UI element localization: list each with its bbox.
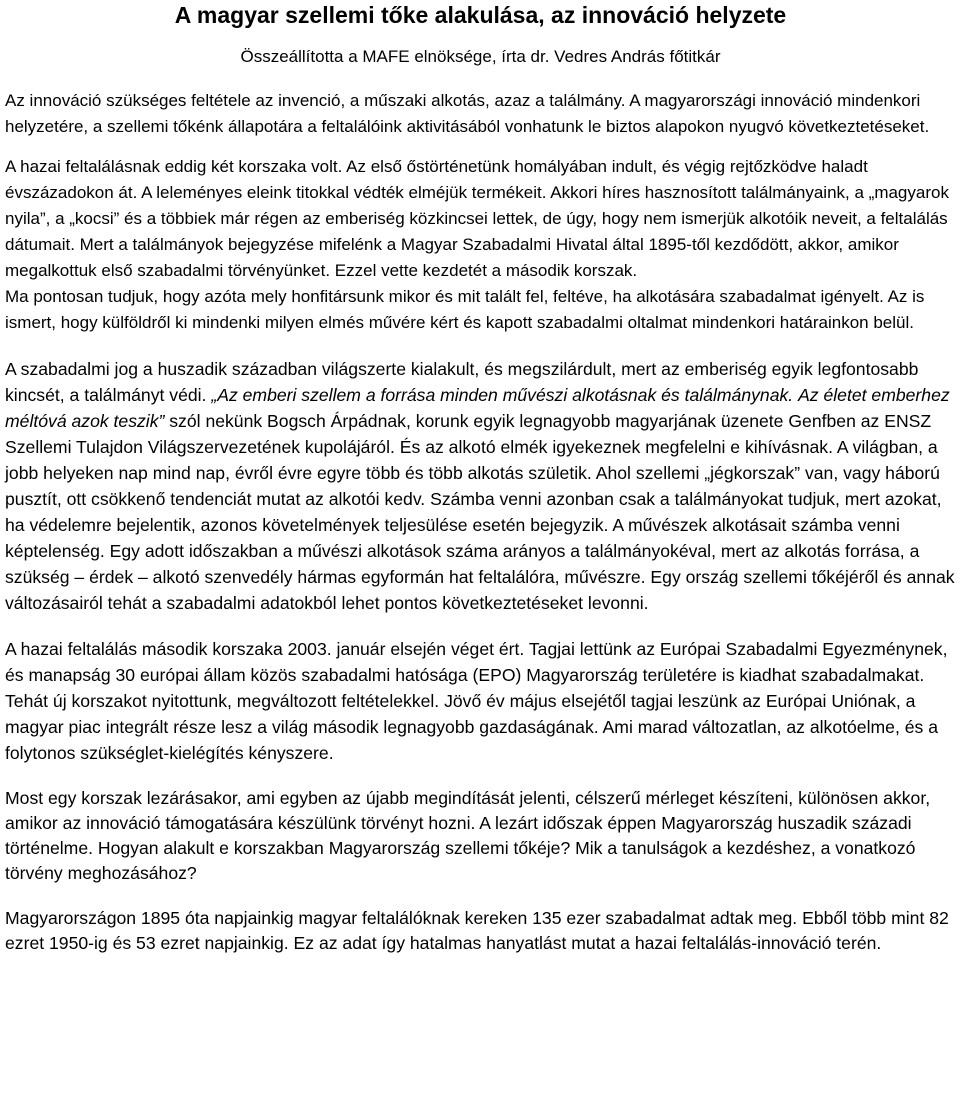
paragraph-patent-statistics: Magyarországon 1895 óta napjainkig magyar feltalálóknak kereken 135 ezer szabadalmat adtak meg. Ebből több mint 82 ezret 1950-ig és 53 ezret napjainkig. Ez az adat így hatalmas hanyatlást mutat a hazai feltalálás-innováció terén. xyxy=(5,908,949,953)
document-subtitle: Összeállította a MAFE elnöksége, írta dr. Vedres András főtitkár xyxy=(240,47,721,66)
paragraph-second-era-end: A hazai feltalálás második korszaka 2003. január elsején véget ért. Tagjai lettünk az Európai Szabadalmi Egyezménynek, és manapság 30 európai állam közös szabadalmi hatósága (EPO) Magyarország területére is kiadhat szabadalmakat. Tehát új korszakot nyitottunk, megváltozott feltételekkel. Jövő év május elsejétől tagjai leszünk az Európai Uniónak, a magyar piac integrált része lesz a világ második legnagyobb gazdaságának. Ami marad változatlan, az alkotóelme, és a folytonos szükséglet-kielégítés kényszere. xyxy=(5,639,948,763)
paragraph-patent-law-part-a: A szabadalmi jog a huszadik században világszerte kialakult, és megszilárdult, mert az emberiség egyik legfontosabb kincsét, a találmányt védi. xyxy=(5,359,919,405)
paragraph-patent-law-part-c: szól nekünk Bogsch Árpádnak, korunk egyik legnagyobb magyarjának üzenete Genfben az ENSZ Szellemi Tulajdon Világszervezetének kupolájáról. És az alkotó elmék igyekeznek megfelelni e kihívásnak. A világban, a jobb helyeken nap mind nap, évről évre egyre több és több alkotás születik. Ahol szellemi „jégkorszak” van, vagy háború pusztít, ott csökkenő tendenciát mutat az alkotói kedv. Számba venni azonban csak a találmányokat tudjuk, mert azokat, ha védelemre bejelentik, azonos követelmények teljesülése esetén bejegyzik. A művészek alkotásait számba venni képtelenség. Egy adott időszakban a művészi alkotások száma arányos a találmányokéval, mert az alkotás forrása, a szükség – érdek – alkotó szenvedély hármas egyformán hat feltalálóra, művészre. Egy ország szellemi tőkéjéről és annak változásairól tehát a szabadalmi adatokból lehet pontos következtetéseket levonni. xyxy=(5,411,955,613)
paragraph-innovation-intro: Az innováció szükséges feltétele az invenció, a műszaki alkotás, azaz a találmány. A magyarországi innováció mindenkori helyzetére, a szellemi tőkénk állapotára a feltalálóink aktivitásából vonhatunk le biztos alapokon nyugvó következtetéseket. xyxy=(5,91,930,136)
document-title: A magyar szellemi tőke alakulása, az innováció helyzete xyxy=(174,2,787,28)
paragraph-known-inventors: Ma pontosan tudjuk, hogy azóta mely honfitársunk mikor és mit talált fel, feltéve, ha alkotására szabadalmat igényelt. Az is ismert, hogy külföldről ki mindenki milyen elmés művére kért és kapott szabadalmi oltalmat mindenkori határainkon belül. xyxy=(5,287,925,332)
paragraph-balance-sheet: Most egy korszak lezárásakor, ami egyben az újabb megindítását jelenti, célszerű mérleget készíteni, különösen akkor, amikor az innováció támogatására készülünk törvényt hozni. A lezárt időszak éppen Magyarország huszadik századi történelme. Hogyan alakult e korszakban Magyarország szellemi tőkéje? Mik a tanulságok a kezdéshez, a vonatkozó törvény meghozásához? xyxy=(5,788,931,883)
bogsch-quote-one: „Az emberi szellem a forrása minden művészi alkotásnak és találmánynak. xyxy=(211,385,794,405)
bogsch-quote-two: Az életet emberhez méltóvá azok teszik” xyxy=(5,385,950,431)
paragraph-patent-law xyxy=(5,356,956,616)
paragraph-two-eras: A hazai feltalálásnak eddig két korszaka volt. Az első őstörténetünk homályában indult, és végig rejtőzködve haladt évszázadokon át. A leleményes eleink titokkal védték elméjük termékeit. Akkori híres hasznosított találmányaink, a „magyarok nyila”, a „kocsi” és a többiek már régen az emberiség közkincsei lettek, de úgy, hogy nem ismerjük alkotóik neveit, a feltalálás dátumait. Mert a találmányok bejegyzése mifelénk a Magyar Szabadalmi Hivatal által 1895-től kezdődött, akkor, amikor megalkottuk első szabadalmi törvényünket. Ezzel vette kezdetét a második korszak. xyxy=(5,157,949,280)
